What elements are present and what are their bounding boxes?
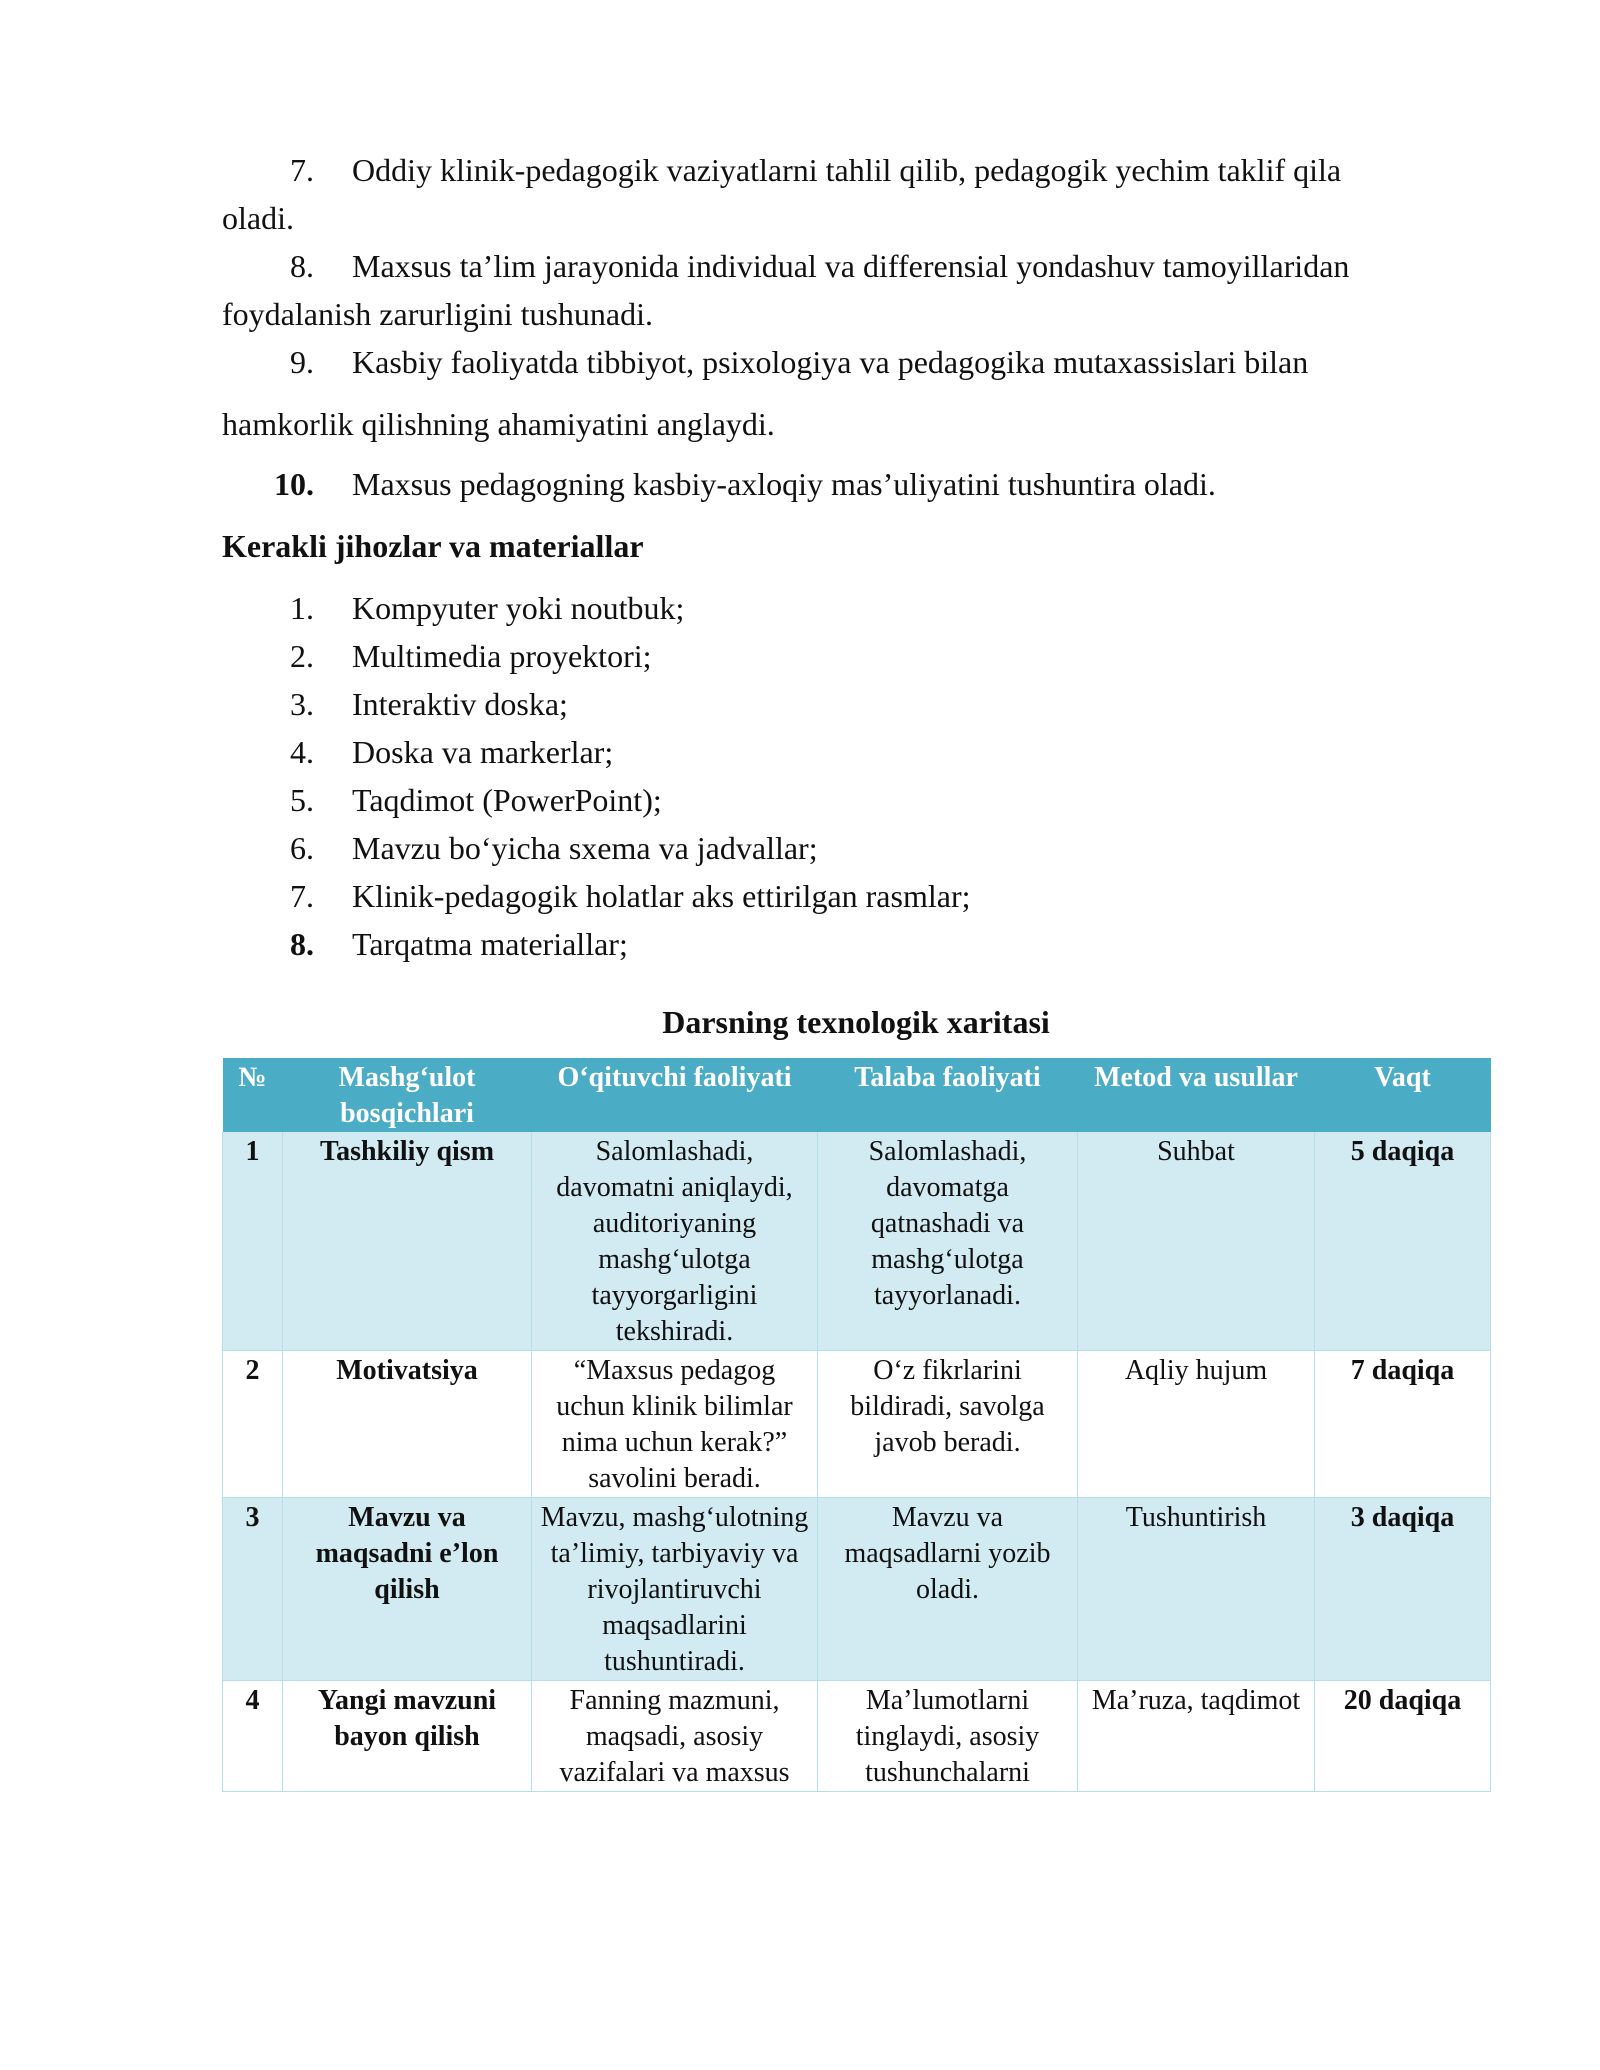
- outcome-number: 8.: [290, 248, 314, 284]
- table-header-row: [223, 1058, 1491, 1132]
- equipment-text: Mavzu bo‘yicha sxema va jadvallar;: [352, 830, 818, 866]
- outcome-item-9-continued: [222, 400, 1490, 448]
- outcome-number: 9.: [290, 344, 314, 380]
- equipment-item: [222, 584, 1490, 632]
- row-methods: Aqliy hujum: [1078, 1351, 1315, 1498]
- outcome-text: Oddiy klinik-pedagogik vaziyatlarni tahlil qilib, pedagogik yechim taklif qila: [352, 152, 1342, 188]
- row-number: 3: [223, 1498, 283, 1681]
- outcome-text: Maxsus pedagogning kasbiy-axloqiy mas’uliyatini tushuntira oladi.: [352, 466, 1216, 502]
- equipment-number: 1.: [290, 590, 314, 626]
- row-teacher-activity: Fanning mazmuni, maqsadi, asosiy vazifalari va maxsus: [532, 1681, 818, 1792]
- equipment-text: Tarqatma materiallar;: [352, 926, 628, 962]
- outcome-item-7: [222, 146, 1490, 242]
- header-teacher-activity: O‘qituvchi faoliyati: [532, 1058, 818, 1132]
- equipment-item: [222, 920, 1490, 968]
- row-stage: Yangi mavzuni bayon qilish: [283, 1681, 532, 1792]
- row-time: 3 daqiqa: [1315, 1498, 1491, 1681]
- row-student-activity: O‘z fikrlarini bildiradi, savolga javob beradi.: [818, 1351, 1078, 1498]
- equipment-text: Doska va markerlar;: [352, 734, 614, 770]
- outcome-number: 7.: [290, 152, 314, 188]
- row-number: 2: [223, 1351, 283, 1498]
- outcome-text: Maxsus ta’lim jarayonida individual va differensial yondashuv tamoyillaridan: [352, 248, 1350, 284]
- row-number: 4: [223, 1681, 283, 1792]
- row-stage: Motivatsiya: [283, 1351, 532, 1498]
- equipment-number: 6.: [290, 830, 314, 866]
- lesson-plan-table: [222, 1058, 1491, 1792]
- outcome-text-continued: oladi.: [222, 200, 294, 236]
- equipment-text: Taqdimot (PowerPoint);: [352, 782, 662, 818]
- equipment-text: Multimedia proyektori;: [352, 638, 652, 674]
- outcome-text-continued: foydalanish zarurligini tushunadi.: [222, 296, 654, 332]
- row-stage: Tashkiliy qism: [283, 1132, 532, 1351]
- table-row: [223, 1351, 1491, 1498]
- header-stage: Mashg‘ulot bosqichlari: [283, 1058, 532, 1132]
- equipment-item: [222, 728, 1490, 776]
- outcome-item-9: [222, 338, 1490, 386]
- row-time: 20 daqiqa: [1315, 1681, 1491, 1792]
- outcome-number: 10.: [274, 466, 314, 502]
- equipment-number: 4.: [290, 734, 314, 770]
- equipment-number: 7.: [290, 878, 314, 914]
- document-content: [222, 146, 1490, 1792]
- equipment-item: [222, 776, 1490, 824]
- equipment-heading: Kerakli jihozlar va materiallar: [222, 528, 644, 564]
- table-row: [223, 1681, 1491, 1792]
- row-methods: Suhbat: [1078, 1132, 1315, 1351]
- row-student-activity: Salomlashadi, davomatga qatnashadi va mashg‘ulotga tayyorlanadi.: [818, 1132, 1078, 1351]
- row-stage: Mavzu va maqsadni e’lon qilish: [283, 1498, 532, 1681]
- row-time: 5 daqiqa: [1315, 1132, 1491, 1351]
- row-teacher-activity: “Maxsus pedagog uchun klinik bilimlar nima uchun kerak?” savolini beradi.: [532, 1351, 818, 1498]
- row-number: 1: [223, 1132, 283, 1351]
- equipment-list: [222, 584, 1490, 968]
- equipment-item: [222, 680, 1490, 728]
- outcome-text: Kasbiy faoliyatda tibbiyot, psixologiya va pedagogika mutaxassislari bilan: [352, 344, 1309, 380]
- row-teacher-activity: Mavzu, mashg‘ulotning ta’limiy, tarbiyaviy va rivojlantiruvchi maqsadlarini tushuntiradi.: [532, 1498, 818, 1681]
- header-methods: Metod va usullar: [1078, 1058, 1315, 1132]
- header-time: Vaqt: [1315, 1058, 1491, 1132]
- equipment-item: [222, 632, 1490, 680]
- header-number: №: [223, 1058, 283, 1132]
- table-row: [223, 1498, 1491, 1681]
- outcome-text-continued: hamkorlik qilishning ahamiyatini anglaydi.: [222, 406, 775, 442]
- equipment-text: Interaktiv doska;: [352, 686, 568, 722]
- row-methods: Tushuntirish: [1078, 1498, 1315, 1681]
- equipment-number: 5.: [290, 782, 314, 818]
- outcome-item-8: [222, 242, 1490, 338]
- row-teacher-activity: Salomlashadi, davomatni aniqlaydi, auditoriyaning mashg‘ulotga tayyorgarligini tekshiradi.: [532, 1132, 818, 1351]
- outcome-item-10: [222, 460, 1490, 508]
- equipment-number: 2.: [290, 638, 314, 674]
- equipment-number: 3.: [290, 686, 314, 722]
- table-title: Darsning texnologik xaritasi: [662, 1004, 1050, 1040]
- equipment-text: Kompyuter yoki noutbuk;: [352, 590, 685, 626]
- equipment-number: 8.: [290, 926, 314, 962]
- equipment-text: Klinik-pedagogik holatlar aks ettirilgan rasmlar;: [352, 878, 971, 914]
- equipment-item: [222, 824, 1490, 872]
- row-student-activity: Ma’lumotlarni tinglaydi, asosiy tushunchalarni: [818, 1681, 1078, 1792]
- row-methods: Ma’ruza, taqdimot: [1078, 1681, 1315, 1792]
- table-row: [223, 1132, 1491, 1351]
- equipment-item: [222, 872, 1490, 920]
- row-student-activity: Mavzu va maqsadlarni yozib oladi.: [818, 1498, 1078, 1681]
- row-time: 7 daqiqa: [1315, 1351, 1491, 1498]
- header-student-activity: Talaba faoliyati: [818, 1058, 1078, 1132]
